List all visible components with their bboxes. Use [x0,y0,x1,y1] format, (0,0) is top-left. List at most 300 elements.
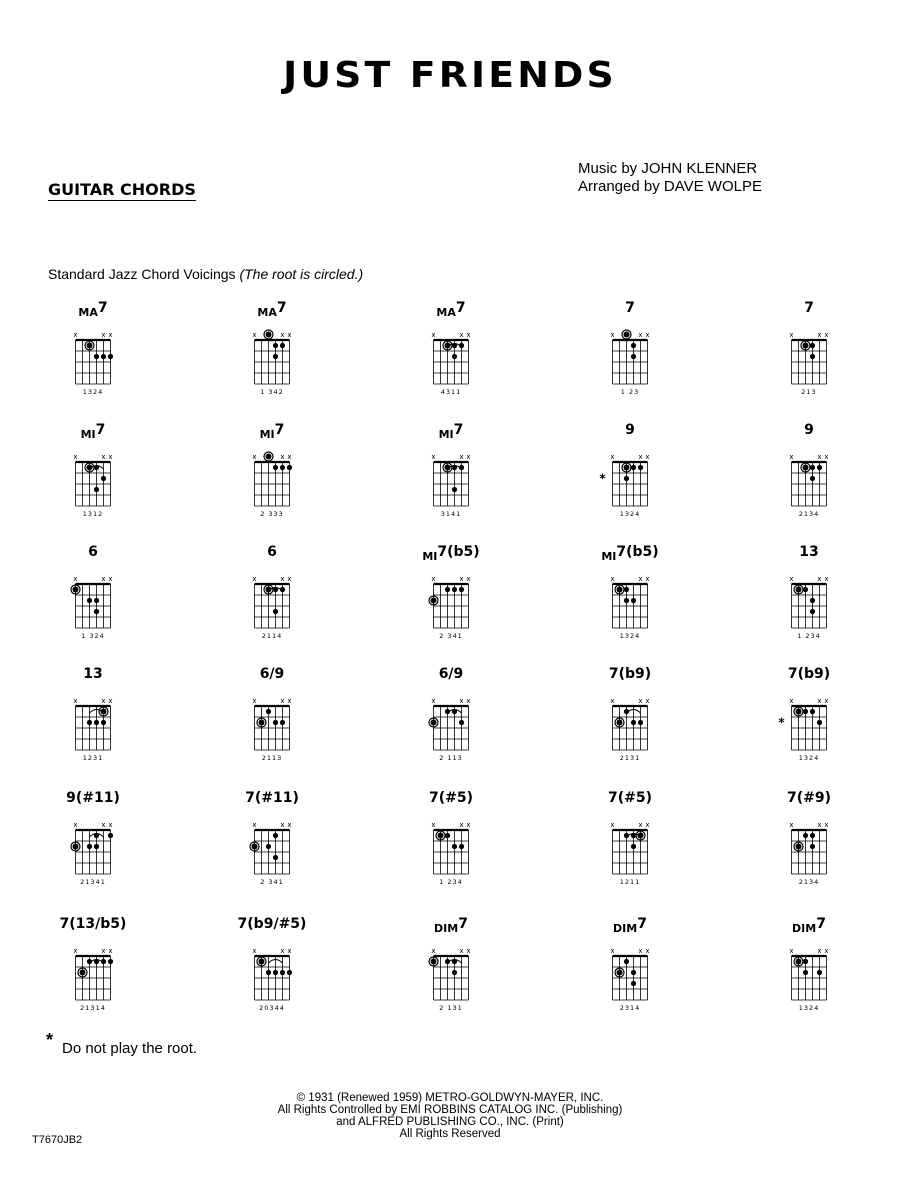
mute-marker: x [824,947,829,955]
finger-dot [280,465,285,470]
finger-dot [280,720,285,725]
finger-dot [273,970,278,975]
mute-marker: x [101,821,106,829]
voicings-title: Standard Jazz Chord Voicings [48,266,236,282]
chord-extension: 7(b9) [787,666,831,682]
mute-marker: x [252,453,257,461]
mute-marker: x [431,575,436,583]
finger-dot [87,844,92,849]
mute-marker: x [789,821,794,829]
copyright-line: All Rights Controlled by EMI ROBBINS CATALOG INC. (Publishing) [277,1104,623,1116]
footnote-star: * [46,1030,54,1050]
finger-dot [624,833,629,838]
chord-name [267,544,277,560]
finger-dot [810,354,815,359]
chord-extension: 9(#11) [66,790,120,806]
root-dot [87,465,93,471]
root-dot [87,343,93,349]
mute-marker: x [431,331,436,339]
chord-name [78,300,107,319]
fingering-label: 1324 [619,510,641,518]
finger-dot [94,465,99,470]
mute-marker: x [824,575,829,583]
finger-dot [273,855,278,860]
root-dot [445,343,451,349]
mute-marker: x [466,947,471,955]
finger-dot [803,970,808,975]
chord-name [60,916,127,932]
root-dot [617,587,623,593]
chord-extension: 9 [804,422,814,438]
chord-name [787,790,831,806]
finger-dot [273,465,278,470]
finger-dot [459,587,464,592]
copyright-line: and ALFRED PUBLISHING CO., INC. (Print) [336,1116,564,1128]
mute-marker: x [645,575,650,583]
mute-marker: x [817,697,822,705]
finger-dot [94,487,99,492]
chord-extension: 6 [88,544,98,560]
finger-dot [273,587,278,592]
mute-marker: x [287,821,292,829]
fingering-label: 2 341 [260,878,284,886]
finger-dot [108,959,113,964]
finger-dot [459,844,464,849]
mute-marker: x [466,821,471,829]
mute-marker: x [108,947,113,955]
chord-extension: 7 [816,916,826,932]
root-dot [438,833,444,839]
finger-dot [810,598,815,603]
finger-dot [101,476,106,481]
chord-name [625,422,635,438]
section-label: GUITAR CHORDS [48,180,196,199]
mute-marker: x [638,697,643,705]
chord-quality: DIM [792,922,817,935]
finger-dot [452,487,457,492]
chord-extension: 13 [83,666,103,682]
mute-marker: x [459,697,464,705]
mute-marker: x [789,697,794,705]
finger-dot [452,709,457,714]
root-dot [266,332,272,338]
chord-name [434,916,468,935]
mute-marker: x [466,697,471,705]
chord-extension: 9 [625,422,635,438]
chord-name [429,790,473,806]
finger-dot [631,465,636,470]
finger-dot [803,709,808,714]
chord-name [422,544,479,563]
mute-marker: x [824,821,829,829]
fingering-label: 2 131 [439,1004,463,1012]
finger-dot [94,844,99,849]
finger-dot [810,609,815,614]
copyright-notice [0,1092,900,1140]
finger-dot [452,959,457,964]
finger-dot [87,959,92,964]
root-dot [803,343,809,349]
mute-marker: x [287,575,292,583]
finger-dot [273,609,278,614]
mute-marker: x [459,575,464,583]
finger-dot [108,833,113,838]
fingering-label: 1324 [619,632,641,640]
finger-dot [810,465,815,470]
mute-marker: x [789,575,794,583]
chord-name [439,422,464,441]
chord-name [83,666,102,682]
mute-marker: x [459,821,464,829]
mute-marker: x [466,575,471,583]
fingering-label: 1 342 [260,388,284,396]
finger-dot [638,720,643,725]
mute-marker: x [287,331,292,339]
chord-extension: 6 [267,544,277,560]
root-dot [796,709,802,715]
mute-marker: x [101,697,106,705]
fingering-label: 1 324 [81,632,105,640]
finger-dot [624,709,629,714]
finger-dot [445,833,450,838]
finger-dot [94,598,99,603]
mute-marker: x [638,453,643,461]
mute-marker: x [789,331,794,339]
finger-dot [101,354,106,359]
voicings-note: (The root is circled.) [239,266,364,282]
finger-dot [810,844,815,849]
chord-extension: 13 [799,544,819,560]
mute-marker: x [287,453,292,461]
mute-marker: x [645,821,650,829]
chord-quality: MA [436,306,456,319]
music-credit: Music by JOHN KLENNER [578,160,758,177]
mute-marker: x [459,331,464,339]
finger-dot [280,970,285,975]
root-dot [624,465,630,471]
root-dot [638,833,644,839]
finger-dot [452,970,457,975]
finger-dot [287,465,292,470]
chord-name [88,544,98,560]
mute-marker: x [610,331,615,339]
mute-marker: x [101,575,106,583]
finger-dot [631,844,636,849]
mute-marker: x [459,453,464,461]
footnote: Do not play the root. [62,1040,198,1057]
chord-quality: MI [80,428,96,441]
fingering-label: 213 [801,388,817,396]
catalog-code: T7670JB2 [32,1134,83,1146]
mute-marker: x [431,697,436,705]
arranger-credit: Arranged by DAVE WOLPE [578,178,762,195]
chord-extension: 7 [637,916,647,932]
root-dot [431,959,437,965]
finger-dot [101,720,106,725]
mute-marker: x [252,575,257,583]
mute-marker: x [73,331,78,339]
finger-dot [273,833,278,838]
root-dot [73,587,79,593]
chord-name [625,300,635,316]
mute-marker: x [101,331,106,339]
mute-marker: x [73,575,78,583]
fingering-label: 1 234 [439,878,463,886]
root-dot [431,598,437,604]
chord-extension: 7(b9/#5) [237,916,307,932]
chord-name [601,544,658,563]
mute-marker: x [638,947,643,955]
chord-name [799,544,818,560]
chord-extension: 7(#5) [428,790,474,806]
finger-dot [624,587,629,592]
finger-dot [94,720,99,725]
chord-name [245,790,299,806]
finger-dot [631,833,636,838]
finger-dot [638,465,643,470]
mute-marker: x [610,821,615,829]
root-dot [266,587,272,593]
fingering-label: 2134 [798,510,820,518]
finger-dot [624,598,629,603]
finger-dot [810,476,815,481]
mute-marker: x [638,575,643,583]
mute-marker: x [824,697,829,705]
mute-marker: x [645,697,650,705]
root-dot [80,970,86,976]
chord-quality: MI [259,428,275,441]
finger-dot [624,959,629,964]
fingering-label: 1324 [82,388,104,396]
finger-dot [266,709,271,714]
chord-name [804,422,814,438]
root-dot [796,959,802,965]
finger-dot [452,343,457,348]
mute-marker: x [638,821,643,829]
mute-marker: x [108,575,113,583]
fingering-label: 2113 [261,754,283,762]
mute-marker: x [101,947,106,955]
mute-marker: x [101,453,106,461]
mute-marker: x [73,947,78,955]
finger-dot [817,720,822,725]
fingering-label: 1 234 [797,632,821,640]
root-dot [252,844,258,850]
chord-name [257,300,286,319]
finger-dot [94,354,99,359]
mute-marker: x [252,947,257,955]
mute-marker: x [610,575,615,583]
chord-name [260,422,285,441]
mute-marker: x [466,331,471,339]
fingering-label: 21341 [80,878,106,886]
finger-dot [273,343,278,348]
chord-extension: 7 [97,300,108,316]
finger-dot [631,354,636,359]
no-root-star: * [778,715,785,730]
chord-extension: 7(#11) [245,790,299,806]
chord-name [613,916,647,935]
fingering-label: 1231 [82,754,104,762]
mute-marker: x [817,821,822,829]
root-dot [445,465,451,471]
mute-marker: x [252,331,257,339]
mute-marker: x [431,453,436,461]
fingering-label: 2 341 [439,632,463,640]
mute-marker: x [466,453,471,461]
finger-dot [101,959,106,964]
chord-extension: 7(b9) [608,666,652,682]
finger-dot [810,709,815,714]
mute-marker: x [459,947,464,955]
finger-dot [87,720,92,725]
finger-dot [459,343,464,348]
mute-marker: x [645,453,650,461]
chord-quality: MA [257,306,277,319]
finger-dot [817,970,822,975]
mute-marker: x [73,821,78,829]
chord-quality: MI [438,428,454,441]
root-dot [624,332,630,338]
finger-dot [452,465,457,470]
fingering-label: 2114 [261,632,283,640]
chord-extension: 7(#9) [786,790,832,806]
finger-dot [94,609,99,614]
mute-marker: x [824,453,829,461]
mute-marker: x [817,453,822,461]
mute-marker: x [108,697,113,705]
finger-dot [810,343,815,348]
mute-marker: x [280,821,285,829]
finger-dot [445,709,450,714]
mute-marker: x [287,697,292,705]
mute-marker: x [73,697,78,705]
chord-name [260,666,285,682]
mute-marker: x [610,947,615,955]
mute-marker: x [645,331,650,339]
mute-marker: x [280,331,285,339]
mute-marker: x [817,331,822,339]
finger-dot [624,476,629,481]
finger-dot [631,343,636,348]
fingering-label: 4311 [440,388,462,396]
mute-marker: x [108,453,113,461]
fingering-label: 1211 [619,878,641,886]
root-dot [796,587,802,593]
finger-dot [631,720,636,725]
mute-marker: x [108,821,113,829]
chord-extension: 7(b5) [616,544,659,560]
finger-dot [94,959,99,964]
finger-dot [273,354,278,359]
chord-extension: 7 [276,300,287,316]
mute-marker: x [789,453,794,461]
chord-extension: 7(13/b5) [59,916,127,932]
mute-marker: x [280,947,285,955]
finger-dot [266,844,271,849]
mute-marker: x [73,453,78,461]
chord-name [81,422,106,441]
chord-extension: 7 [274,422,285,438]
finger-dot [87,598,92,603]
mute-marker: x [431,947,436,955]
finger-dot [803,587,808,592]
chord-extension: 6/9 [438,666,464,682]
chord-extension: 7(#5) [607,790,653,806]
chord-extension: 7 [804,300,814,316]
mute-marker: x [252,697,257,705]
root-dot [259,959,265,965]
finger-dot [108,354,113,359]
finger-dot [631,981,636,986]
root-dot [803,465,809,471]
finger-dot [817,465,822,470]
mute-marker: x [287,947,292,955]
finger-dot [631,970,636,975]
mute-marker: x [108,331,113,339]
fingering-label: 2 333 [260,510,284,518]
chord-extension: 7 [458,916,468,932]
chord-name [238,916,307,932]
chord-name [608,790,652,806]
chord-quality: DIM [434,922,459,935]
chord-name [66,790,120,806]
fingering-label: 2131 [619,754,641,762]
mute-marker: x [638,331,643,339]
mute-marker: x [280,453,285,461]
chord-name [792,916,826,935]
chord-extension: 7 [453,422,464,438]
copyright-line: All Rights Reserved [399,1128,501,1140]
chord-extension: 7 [95,422,106,438]
finger-dot [445,587,450,592]
chord-name [804,300,814,316]
root-dot [259,720,265,726]
finger-dot [452,844,457,849]
root-dot [266,454,272,460]
fingering-label: 20344 [259,1004,285,1012]
chord-name [439,666,464,682]
finger-dot [803,833,808,838]
chord-extension: 7(b5) [437,544,480,560]
mute-marker: x [817,575,822,583]
root-dot [796,844,802,850]
finger-dot [631,598,636,603]
page-title: JUST FRIENDS [283,55,617,96]
finger-dot [287,970,292,975]
chord-extension: 7 [625,300,635,316]
finger-dot [452,587,457,592]
no-root-star: * [599,471,606,486]
chord-extension: 6/9 [259,666,285,682]
finger-dot [273,720,278,725]
copyright-line: © 1931 (Renewed 1959) METRO-GOLDWYN-MAYER, INC. [296,1092,604,1104]
chord-name [609,666,651,682]
fingering-label: 1324 [798,754,820,762]
finger-dot [459,465,464,470]
mute-marker: x [280,697,285,705]
chord-quality: DIM [613,922,638,935]
chord-quality: MI [422,550,438,563]
mute-marker: x [280,575,285,583]
root-dot [617,970,623,976]
fingering-label: 3141 [440,510,462,518]
finger-dot [94,833,99,838]
finger-dot [452,354,457,359]
finger-dot [280,343,285,348]
finger-dot [803,959,808,964]
mute-marker: x [610,697,615,705]
